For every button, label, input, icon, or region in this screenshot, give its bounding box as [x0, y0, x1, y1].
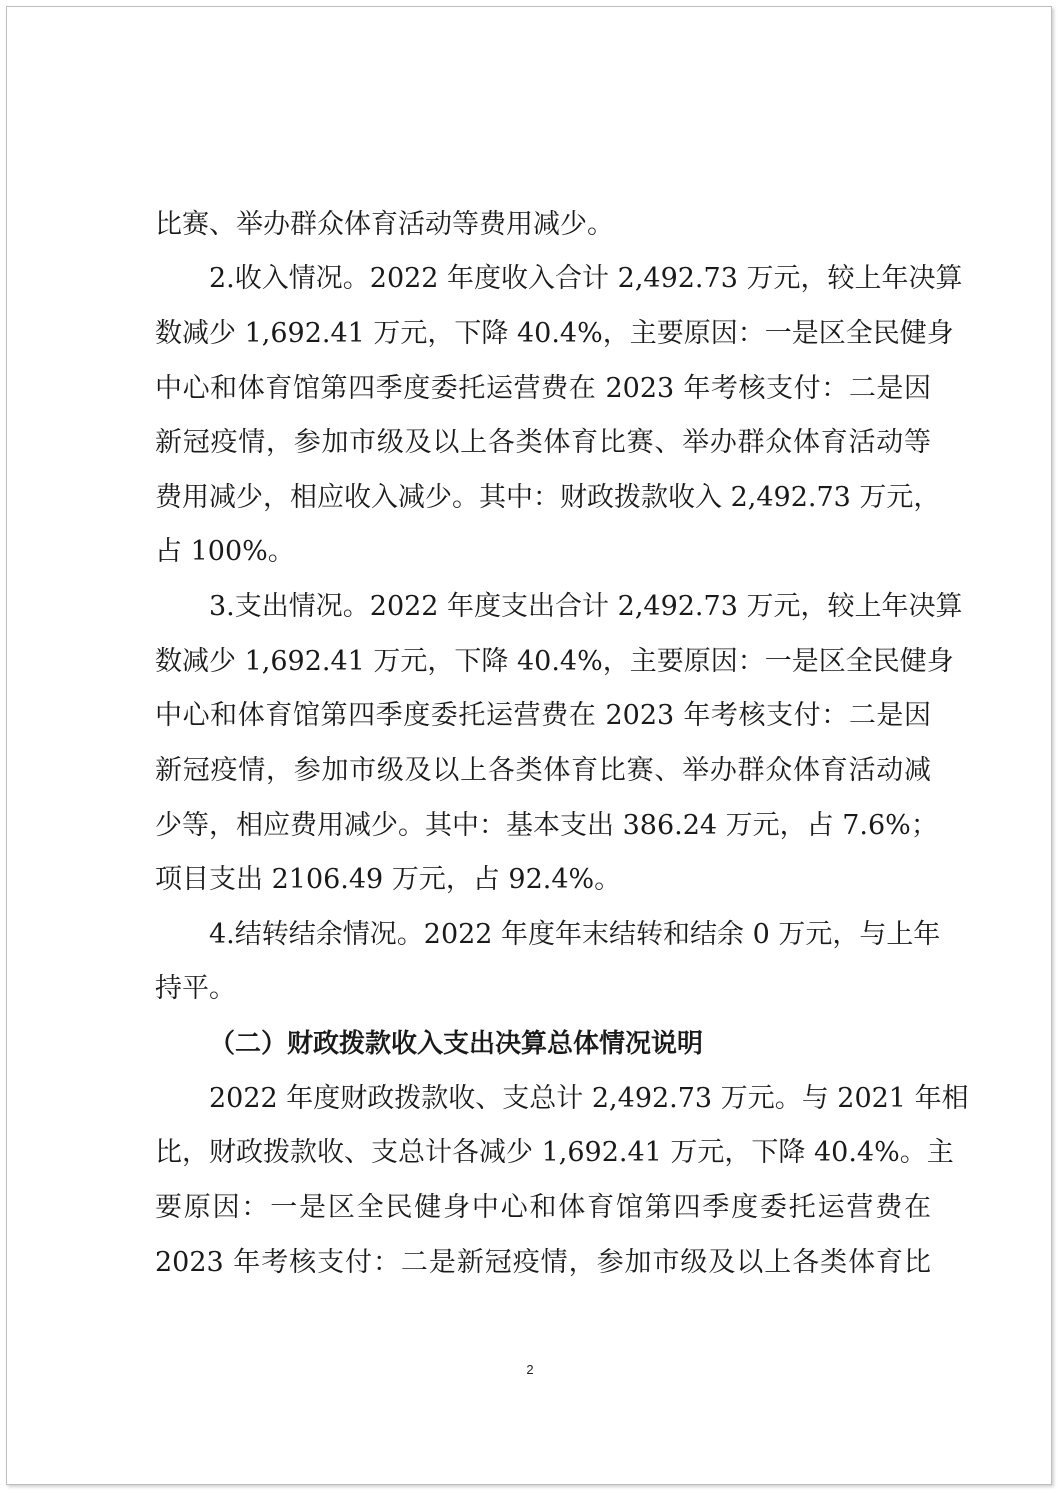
text-line: 新冠疫情，参加市级及以上各类体育比赛、举办群众体育活动减	[155, 755, 931, 786]
text-line: 中心和体育馆第四季度委托运营费在 2023 年考核支付：二是因	[155, 373, 931, 404]
text-line: 新冠疫情，参加市级及以上各类体育比赛、举办群众体育活动等	[155, 427, 931, 458]
paragraph-expense-line: 3.支出情况。2022 年度支出合计 2,492.73 万元，较上年决算	[209, 591, 963, 622]
text-line: 比赛、举办群众体育活动等费用减少。	[155, 209, 614, 240]
text-line: 少等，相应费用减少。其中：基本支出 386.24 万元，占 7.6%；	[155, 810, 938, 841]
text-line: 中心和体育馆第四季度委托运营费在 2023 年考核支付：二是因	[155, 700, 931, 731]
text-line: 占 100%。	[155, 536, 295, 567]
text-line: 费用减少，相应收入减少。其中：财政拨款收入 2,492.73 万元，	[155, 482, 941, 513]
text-line: 要原因：一是区全民健身中心和体育馆第四季度委托运营费在	[155, 1192, 931, 1223]
text-line: 数减少 1,692.41 万元，下降 40.4%，主要原因：一是区全民健身	[155, 646, 954, 677]
text-line: 持平。	[155, 973, 236, 1004]
paragraph-fiscal-line: 2022 年度财政拨款收、支总计 2,492.73 万元。与 2021 年相	[209, 1083, 969, 1114]
text-line: 项目支出 2106.49 万元，占 92.4%。	[155, 864, 622, 895]
text-line: 比，财政拨款收、支总计各减少 1,692.41 万元，下降 40.4%。主	[155, 1137, 954, 1168]
text-line: 数减少 1,692.41 万元，下降 40.4%，主要原因：一是区全民健身	[155, 318, 954, 349]
paragraph-carryover-line: 4.结转结余情况。2022 年度年末结转和结余 0 万元，与上年	[209, 919, 941, 950]
text-line: 2023 年考核支付：二是新冠疫情，参加市级及以上各类体育比	[155, 1247, 931, 1278]
document-page	[6, 6, 1052, 1485]
paragraph-income-line: 2.收入情况。2022 年度收入合计 2,492.73 万元，较上年决算	[209, 263, 963, 294]
section-heading: （二）财政拨款收入支出决算总体情况说明	[209, 1029, 704, 1059]
page-number: 2	[526, 1362, 534, 1377]
